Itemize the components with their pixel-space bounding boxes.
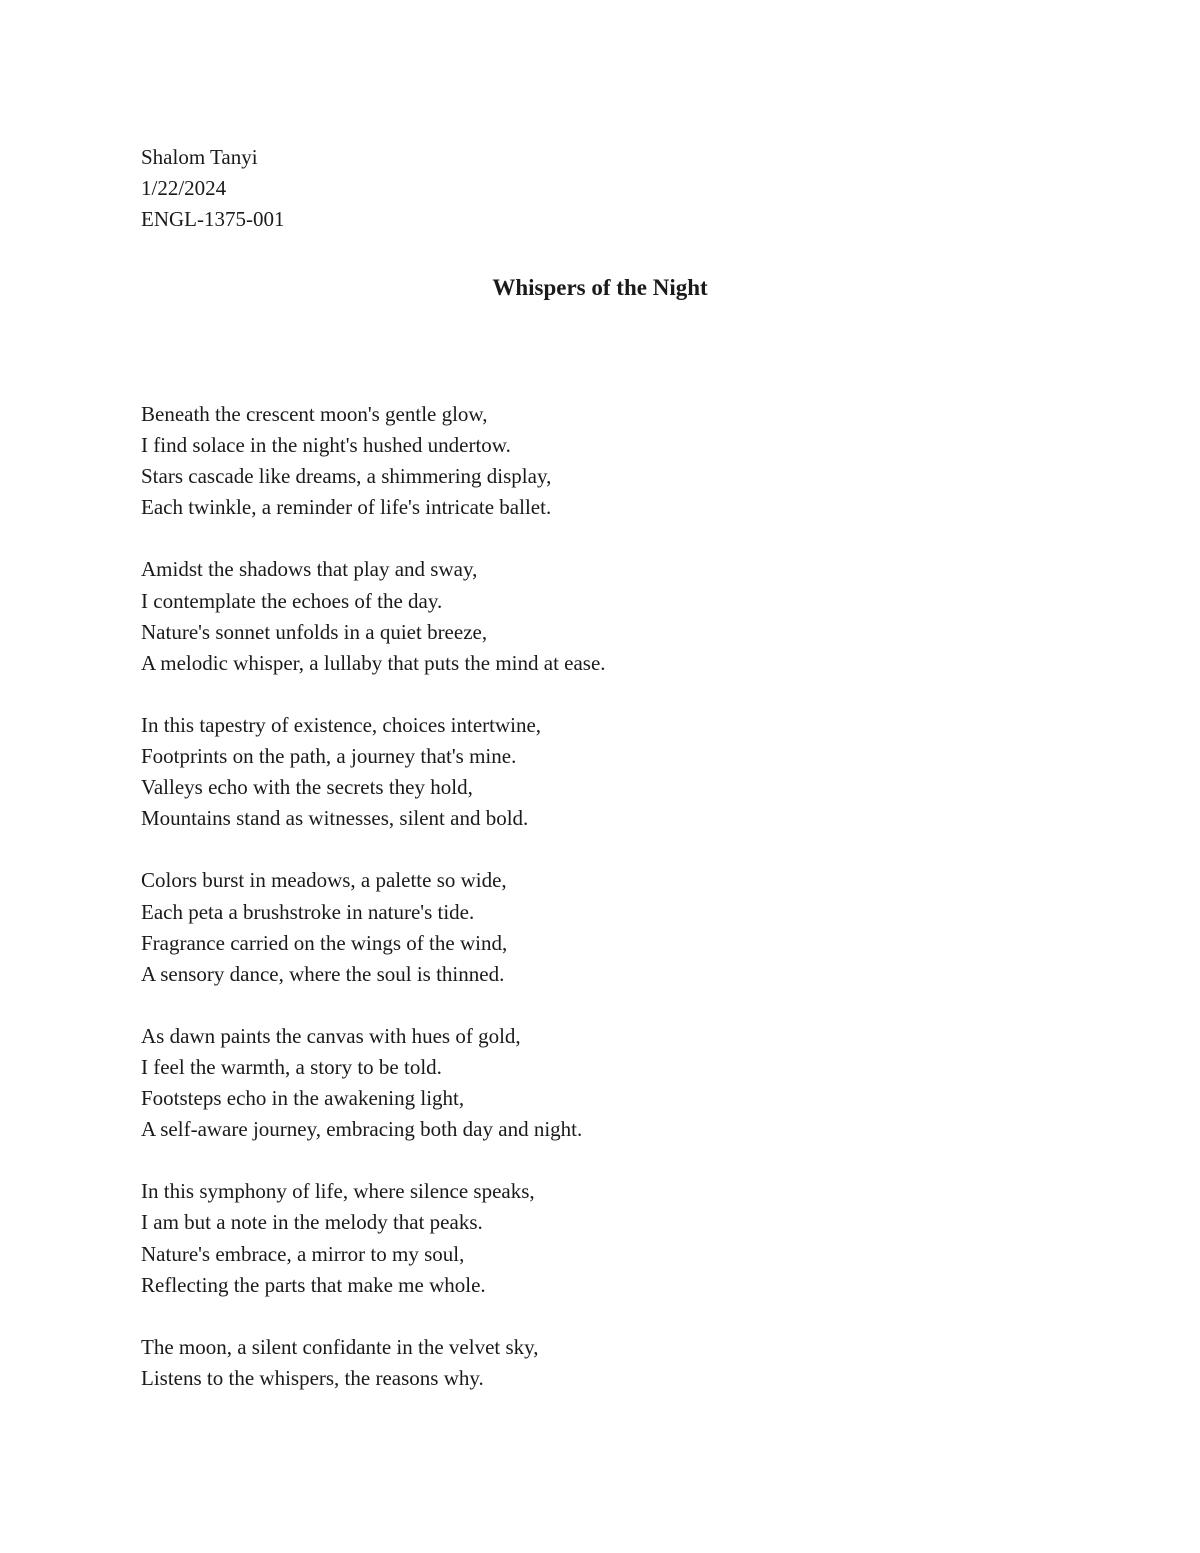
stanza-6 bbox=[141, 1176, 606, 1300]
poem-line: I contemplate the echoes of the day. bbox=[141, 588, 443, 613]
poem-title: Whispers of the Night bbox=[492, 275, 708, 300]
poem-line: Beneath the crescent moon's gentle glow, bbox=[141, 402, 488, 426]
poem-line: Fragrance carried on the wings of the wind, bbox=[141, 930, 508, 955]
poem-line: Listens to the whispers, the reasons why. bbox=[141, 1365, 484, 1390]
poem-line: Mountains stand as witnesses, silent and bold. bbox=[141, 806, 529, 831]
stanza-5 bbox=[141, 1021, 606, 1145]
document-date: 1/22/2024 bbox=[141, 176, 227, 200]
poem-line: Nature's embrace, a mirror to my soul, bbox=[141, 1241, 465, 1266]
course-code: ENGL-1375-001 bbox=[141, 207, 285, 231]
poem-line: I find solace in the night's hushed undertow. bbox=[141, 433, 511, 458]
poem-line: A self-aware journey, embracing both day and night. bbox=[141, 1117, 583, 1142]
poem-line: Stars cascade like dreams, a shimmering display, bbox=[141, 464, 552, 489]
poem-line: Nature's sonnet unfolds in a quiet breeze, bbox=[141, 619, 488, 644]
poem-line: In this tapestry of existence, choices intertwine, bbox=[141, 712, 542, 737]
poem-line: Footsteps echo in the awakening light, bbox=[141, 1086, 465, 1111]
poem-line: Reflecting the parts that make me whole. bbox=[141, 1272, 486, 1297]
poem-line: Each peta a brushstroke in nature's tide. bbox=[141, 899, 475, 924]
stanza-3 bbox=[141, 710, 606, 834]
author-name: Shalom Tanyi bbox=[141, 145, 258, 169]
poem-line: The moon, a silent confidante in the velvet sky, bbox=[141, 1334, 539, 1359]
stanza-4 bbox=[141, 865, 606, 989]
poem-line: I feel the warmth, a story to be told. bbox=[141, 1054, 442, 1079]
stanza-1 bbox=[141, 399, 606, 523]
poem-line: Each twinkle, a reminder of life's intricate ballet. bbox=[141, 495, 552, 520]
poem-line: Footprints on the path, a journey that's mine. bbox=[141, 744, 517, 769]
stanza-2 bbox=[141, 554, 606, 678]
heading-block bbox=[141, 142, 284, 235]
poem-line: Valleys echo with the secrets they hold, bbox=[141, 775, 473, 800]
poem-line: In this symphony of life, where silence speaks, bbox=[141, 1179, 535, 1204]
poem-line: Colors burst in meadows, a palette so wide, bbox=[141, 868, 507, 893]
poem-line: A sensory dance, where the soul is thinned. bbox=[141, 961, 505, 986]
poem-line: Amidst the shadows that play and sway, bbox=[141, 557, 478, 582]
poem-line: I am but a note in the melody that peaks. bbox=[141, 1210, 483, 1235]
poem-body bbox=[141, 399, 606, 1394]
poem-line: As dawn paints the canvas with hues of gold, bbox=[141, 1023, 521, 1048]
poem-line: A melodic whisper, a lullaby that puts the mind at ease. bbox=[141, 650, 606, 675]
stanza-7 bbox=[141, 1332, 606, 1394]
